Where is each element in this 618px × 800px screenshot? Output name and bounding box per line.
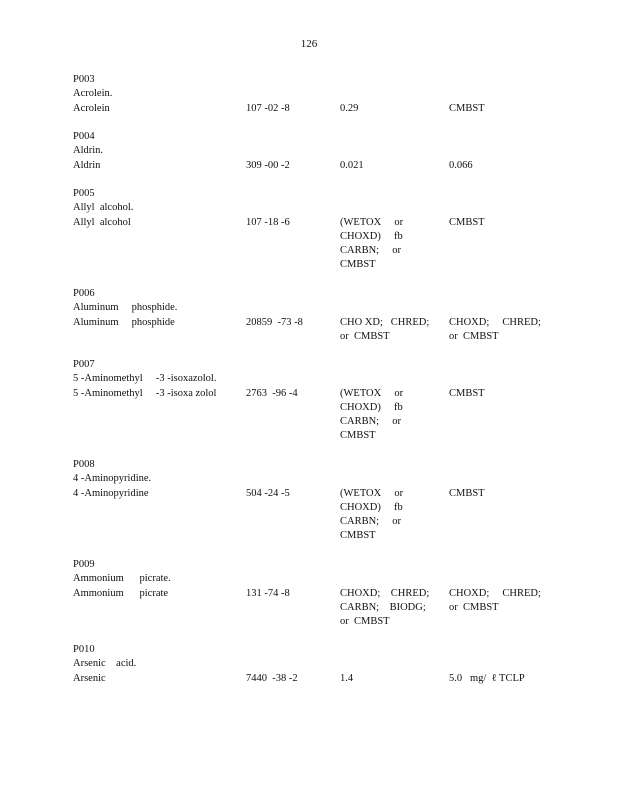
waste-description: Arsenic acid. bbox=[73, 658, 137, 670]
wastewater-standard-line: CHOXD; CHRED; bbox=[340, 587, 430, 599]
nonwastewater-standard-line: or CMBST bbox=[449, 330, 499, 342]
constituent-row bbox=[73, 316, 573, 342]
nonwastewater-standard-line: 0.066 bbox=[449, 159, 473, 171]
wastewater-standard bbox=[340, 316, 429, 345]
cas-number: 309 -00 -2 bbox=[246, 159, 290, 171]
cas-number: 7440 -38 -2 bbox=[246, 672, 298, 684]
nonwastewater-standard-line: CHOXD; CHRED; bbox=[449, 316, 541, 328]
wastewater-standard-line: CARBN; or bbox=[340, 416, 401, 428]
waste-code: P008 bbox=[73, 459, 95, 470]
waste-code: P009 bbox=[73, 559, 95, 570]
constituent-row bbox=[73, 102, 573, 116]
wastewater-standard-line: CARBN; or bbox=[340, 245, 401, 257]
constituent-row bbox=[73, 159, 573, 173]
nonwastewater-standard bbox=[449, 387, 485, 401]
waste-description: Ammonium picrate. bbox=[73, 573, 171, 585]
wastewater-standard bbox=[340, 487, 403, 544]
nonwastewater-standard bbox=[449, 216, 485, 230]
wastewater-standard-line: CMBST bbox=[340, 430, 376, 442]
cas-number: 107 -02 -8 bbox=[246, 102, 290, 114]
waste-description: Aldrin. bbox=[73, 145, 104, 157]
nonwastewater-standard bbox=[449, 316, 541, 345]
constituent-name: Allyl alcohol bbox=[73, 216, 131, 228]
waste-code: P005 bbox=[73, 188, 95, 199]
waste-description: Aluminum phosphide. bbox=[73, 302, 178, 314]
nonwastewater-standard bbox=[449, 487, 485, 501]
wastewater-standard-line: CARBN; or bbox=[340, 516, 401, 528]
cas-number: 131 -74 -8 bbox=[246, 587, 290, 599]
waste-entry bbox=[73, 287, 573, 342]
cas-number: 107 -18 -6 bbox=[246, 216, 290, 228]
nonwastewater-standard-line: CMBST bbox=[449, 216, 485, 228]
nonwastewater-standard-line: or CMBST bbox=[449, 601, 499, 613]
wastewater-standard-line: CHOXD) fb bbox=[340, 401, 403, 413]
wastewater-standard-line: CMBST bbox=[340, 259, 376, 271]
constituent-row bbox=[73, 672, 573, 686]
waste-description: 4 -Aminopyridine. bbox=[73, 473, 152, 485]
wastewater-standard-line: CHO XD; CHRED; bbox=[340, 316, 430, 328]
waste-code: P010 bbox=[73, 644, 95, 655]
constituent-name: Aldrin bbox=[73, 159, 101, 171]
nonwastewater-standard-line: CMBST bbox=[449, 102, 485, 114]
page-number: 126 bbox=[300, 38, 318, 50]
nonwastewater-standard bbox=[449, 102, 485, 116]
waste-code: P004 bbox=[73, 131, 95, 142]
constituent-name: Acrolein bbox=[73, 102, 110, 114]
wastewater-standard-line: (WETOX or bbox=[340, 216, 404, 228]
nonwastewater-standard-line: CMBST bbox=[449, 487, 485, 499]
wastewater-standard-line: CHOXD) fb bbox=[340, 230, 403, 242]
cas-number: 2763 -96 -4 bbox=[246, 387, 298, 399]
nonwastewater-standard-line: CMBST bbox=[449, 387, 485, 399]
wastewater-standard bbox=[340, 159, 364, 173]
nonwastewater-standard bbox=[449, 672, 525, 686]
wastewater-standard-line: CARBN; BIODG; bbox=[340, 601, 426, 613]
wastewater-standard bbox=[340, 216, 403, 273]
waste-entry bbox=[73, 187, 573, 271]
waste-entry bbox=[73, 558, 573, 628]
wastewater-standard-line: or CMBST bbox=[340, 616, 390, 628]
waste-entry bbox=[73, 358, 573, 442]
waste-entry bbox=[73, 130, 573, 173]
constituent-name: 4 -Aminopyridine bbox=[73, 487, 149, 499]
wastewater-standard bbox=[340, 672, 353, 686]
wastewater-standard-line: or CMBST bbox=[340, 330, 390, 342]
nonwastewater-standard-line: 5.0 mg/ ℓ TCLP bbox=[449, 672, 525, 684]
waste-code: P003 bbox=[73, 74, 95, 85]
wastewater-standard-line: 1.4 bbox=[340, 672, 354, 684]
waste-description: Acrolein. bbox=[73, 88, 113, 100]
wastewater-standard-line: CHOXD) fb bbox=[340, 501, 403, 513]
wastewater-standard-line: (WETOX or bbox=[340, 487, 404, 499]
waste-code: P007 bbox=[73, 359, 95, 370]
cas-number: 20859 -73 -8 bbox=[246, 316, 303, 328]
waste-code: P006 bbox=[73, 288, 95, 299]
nonwastewater-standard bbox=[449, 587, 541, 616]
waste-entry bbox=[73, 73, 573, 116]
wastewater-standard-line: 0.021 bbox=[340, 159, 364, 171]
wastewater-standard-line: CMBST bbox=[340, 530, 376, 542]
wastewater-standard-line: 0.29 bbox=[340, 102, 359, 114]
constituent-name: Ammonium picrate bbox=[73, 587, 169, 599]
constituent-row bbox=[73, 216, 573, 271]
constituent-name: 5 -Aminomethyl -3 -isoxa zolol bbox=[73, 387, 217, 399]
cas-number: 504 -24 -5 bbox=[246, 487, 290, 499]
nonwastewater-standard-line: CHOXD; CHRED; bbox=[449, 587, 541, 599]
waste-description: 5 -Aminomethyl -3 -isoxazolol. bbox=[73, 373, 217, 385]
nonwastewater-standard bbox=[449, 159, 473, 173]
constituent-name: Aluminum phosphide bbox=[73, 316, 175, 328]
wastewater-standard bbox=[340, 387, 403, 444]
wastewater-standard bbox=[340, 102, 358, 116]
constituent-row bbox=[73, 587, 573, 628]
constituent-row bbox=[73, 487, 573, 542]
waste-description: Allyl alcohol. bbox=[73, 202, 134, 214]
waste-entry bbox=[73, 458, 573, 542]
wastewater-standard bbox=[340, 587, 429, 630]
constituent-row bbox=[73, 387, 573, 442]
waste-entry bbox=[73, 643, 573, 686]
constituent-name: Arsenic bbox=[73, 672, 106, 684]
wastewater-standard-line: (WETOX or bbox=[340, 387, 404, 399]
